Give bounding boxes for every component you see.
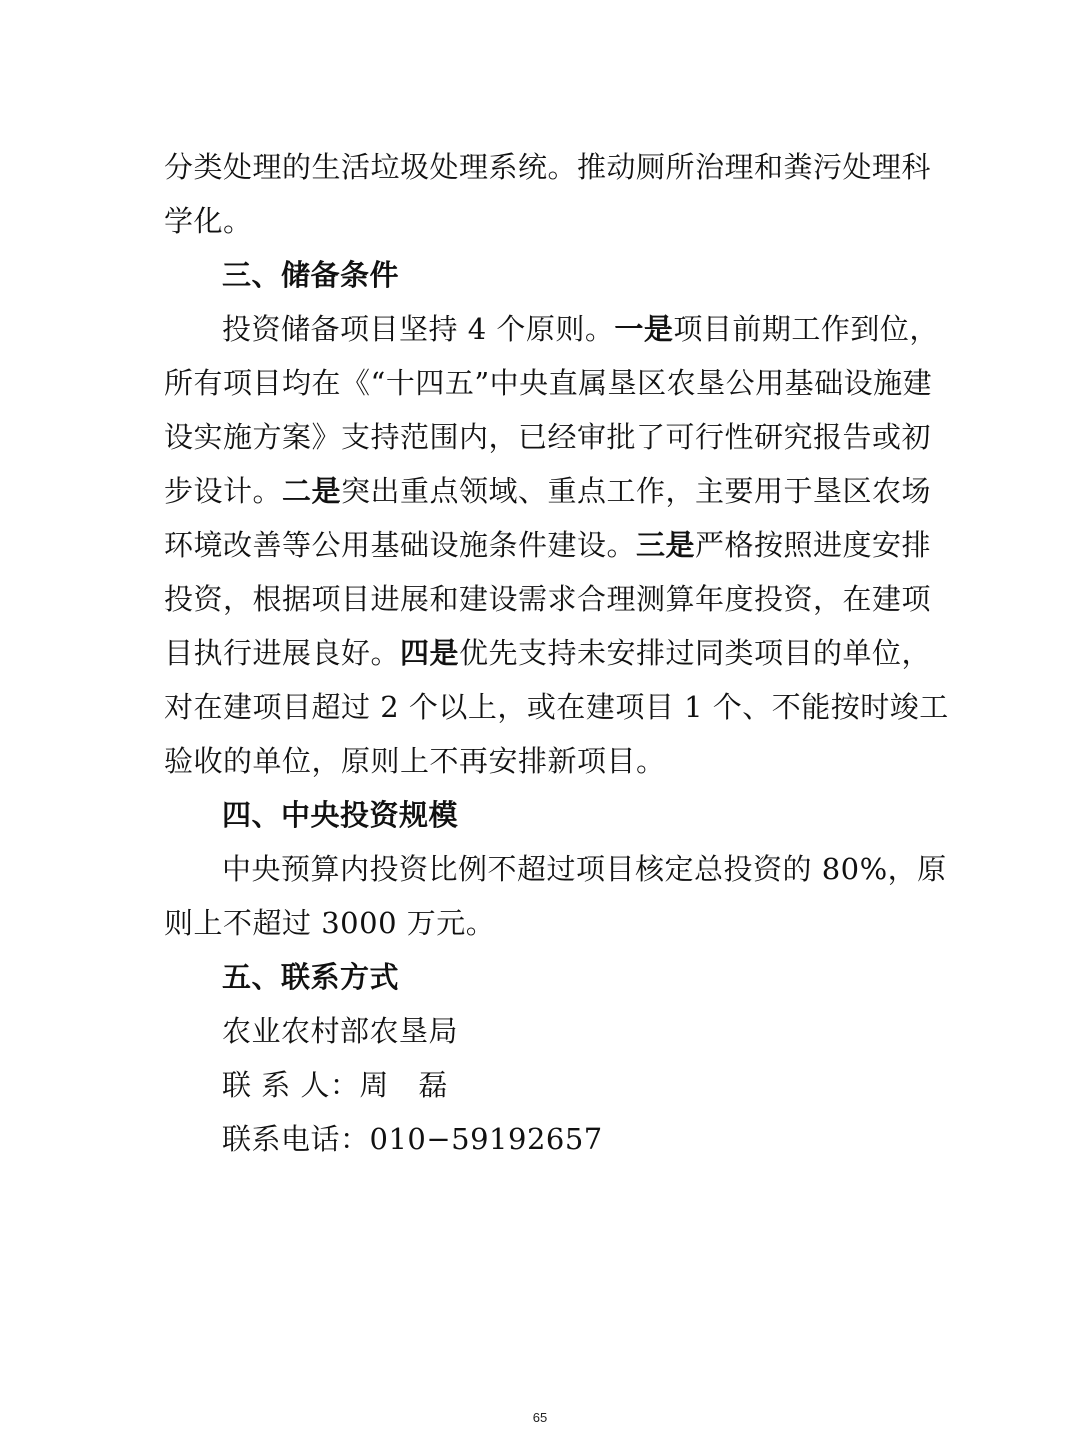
body-text-line: 中央预算内投资比例不超过项目核定总投资的 80%，原 — [222, 852, 947, 886]
section-heading-contact: 五、联系方式 — [222, 960, 400, 994]
emphasis-text: 一是 — [614, 312, 674, 346]
text-run: 项目前期工作到位， — [673, 312, 939, 346]
section-heading-central-investment: 四、中央投资规模 — [222, 798, 459, 832]
text-run: 环境改善等公用基础设施条件建设。 — [164, 528, 637, 562]
text-run: 步设计。 — [164, 474, 283, 508]
body-text-line: 投资，根据项目进展和建设需求合理测算年度投资，在建项 — [164, 582, 932, 616]
text-run: 优先支持未安排过同类项目的单位， — [459, 636, 932, 670]
body-text-line: 分类处理的生活垃圾处理系统。推动厕所治理和粪污处理科 — [164, 150, 932, 184]
body-text-line: 验收的单位，原则上不再安排新项目。 — [164, 744, 666, 778]
body-text-line: 所有项目均在《“十四五”中央直属垦区农垦公用基础设施建 — [164, 366, 933, 400]
contact-organization: 农业农村部农垦局 — [222, 1014, 459, 1048]
body-text-line: 设实施方案》支持范围内，已经审批了可行性研究报告或初 — [164, 420, 932, 454]
text-run: 投资储备项目坚持 4 个原则。 — [222, 312, 615, 346]
emphasis-text: 二是 — [282, 474, 342, 508]
text-run: 突出重点领域、重点工作，主要用于垦区农场 — [341, 474, 932, 508]
contact-person: 联 系 人：周 磊 — [222, 1068, 448, 1102]
emphasis-text: 三是 — [636, 528, 696, 562]
document-body — [164, 140, 949, 1166]
section-heading-storage-conditions: 三、储备条件 — [222, 258, 400, 292]
page-number: 65 — [532, 1410, 548, 1425]
emphasis-text: 四是 — [400, 636, 460, 670]
body-text-line: 则上不超过 3000 万元。 — [164, 906, 496, 940]
body-text-line — [164, 626, 932, 680]
body-text-line: 学化。 — [164, 204, 253, 238]
body-text-line: 对在建项目超过 2 个以上，或在建项目 1 个、不能按时竣工 — [164, 690, 949, 724]
body-text-line — [164, 302, 939, 356]
text-run: 严格按照进度安排 — [695, 528, 932, 562]
body-text-line — [164, 518, 932, 572]
body-text-line — [164, 464, 932, 518]
contact-phone: 联系电话：010−59192657 — [222, 1122, 603, 1156]
text-run: 目执行进展良好。 — [164, 636, 401, 670]
